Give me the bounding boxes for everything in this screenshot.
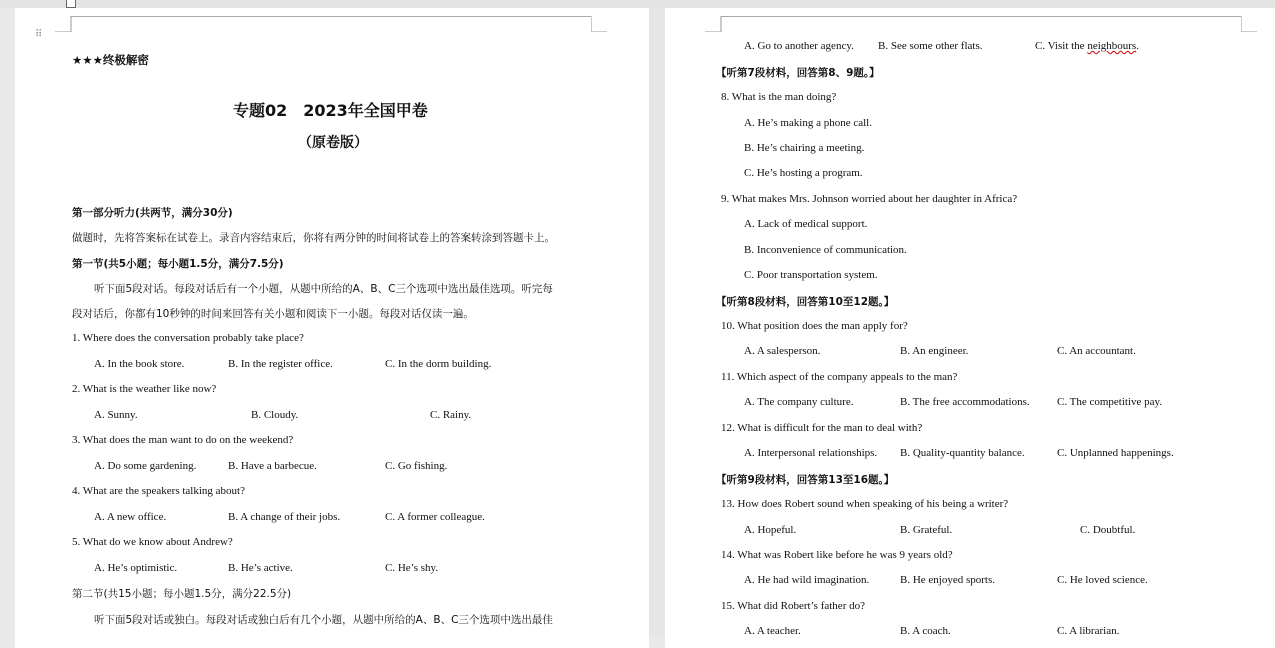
section2-instructions: 听下面5段对话或独白。每段对话或独白后有几个小题，从题中所给的A、B、C三个选项中选出最佳 xyxy=(94,614,553,626)
option-c: C. A librarian. xyxy=(1057,625,1120,637)
question-text: 15. What did Robert’s father do? xyxy=(721,600,865,612)
question-text: 3. What does the man want to do on the weekend? xyxy=(72,434,294,446)
option-b: B. He enjoyed sports. xyxy=(900,574,996,586)
option-c: C. In the dorm building. xyxy=(385,358,492,370)
header-line xyxy=(721,16,1241,17)
option-c: C. Poor transportation system. xyxy=(744,269,878,281)
option-b: B. A coach. xyxy=(900,625,951,637)
option-b: B. He’s active. xyxy=(228,562,293,574)
tag-text: ★★★终极解密 xyxy=(72,53,149,67)
option-b: B. Grateful. xyxy=(900,524,953,536)
question-text: 4. What are the speakers talking about? xyxy=(72,485,245,497)
section1-instructions: 段对话后，你都有10秒钟的时间来回答有关小题和阅读下一小题。每段对话仅读一遍。 xyxy=(72,308,474,320)
option-b: B. An engineer. xyxy=(900,345,969,357)
margin-corner-icon xyxy=(705,16,723,32)
section1-instructions: 听下面5段对话。每段对话后有一个小题，从题中所给的A、B、C三个选项中选出最佳选项。听完每 xyxy=(94,283,553,295)
option-c: C. The competitive pay. xyxy=(1057,396,1163,408)
option-a: A. He had wild imagination. xyxy=(744,574,870,586)
part1-instructions: 做题时，先将答案标在试卷上。录音内容结束后，你将有两分钟的时间将试卷上的答案转涂到答题卡上。 xyxy=(72,232,555,244)
option-c xyxy=(1035,40,1139,52)
checkbox-icon[interactable] xyxy=(66,0,76,8)
option-b: B. A change of their jobs. xyxy=(228,511,341,523)
option-c: C. He loved science. xyxy=(1057,574,1148,586)
option-c: C. Go fishing. xyxy=(385,460,448,472)
question-text: 14. What was Robert like before he was 9 years old? xyxy=(721,549,953,561)
question-text: 8. What is the man doing? xyxy=(721,91,837,103)
option-b: B. Inconvenience of communication. xyxy=(744,244,907,256)
margin-corner-icon xyxy=(1241,16,1259,32)
option-c: C. He’s hosting a program. xyxy=(744,167,863,179)
option-b: B. He’s chairing a meeting. xyxy=(744,142,865,154)
option-a: A. In the book store. xyxy=(94,358,185,370)
section2-heading: 第二节(共15小题；每小题1.5分，满分22.5分) xyxy=(72,588,292,600)
page-subtitle: （原卷版） xyxy=(298,135,368,151)
question-text: 11. Which aspect of the company appeals to the man? xyxy=(721,371,958,383)
question-text: 10. What position does the man apply for? xyxy=(721,320,908,332)
option-a: A. The company culture. xyxy=(744,396,854,408)
option-b: B. The free accommodations. xyxy=(900,396,1030,408)
question-text: 2. What is the weather like now? xyxy=(72,383,217,395)
option-b: B. Quality-quantity balance. xyxy=(900,447,1025,459)
option-a: A. Lack of medical support. xyxy=(744,218,868,230)
option-c: C. He’s shy. xyxy=(385,562,439,574)
top-toolbar-strip xyxy=(0,0,1275,8)
option-c: C. A former colleague. xyxy=(385,511,485,523)
option-c: C. Doubtful. xyxy=(1080,524,1136,536)
option-b: B. See some other flats. xyxy=(878,40,983,52)
section1-heading: 第一节(共5小题；每小题1.5分，满分7.5分) xyxy=(72,258,284,270)
option-a: A. Hopeful. xyxy=(744,524,797,536)
part1-heading: 第一部分听力(共两节，满分30分) xyxy=(72,207,233,219)
question-text: 5. What do we know about Andrew? xyxy=(72,536,233,548)
header-line xyxy=(71,16,591,17)
option-a: A. Sunny. xyxy=(94,409,138,421)
option-c: C. An accountant. xyxy=(1057,345,1136,357)
option-b: B. Have a barbecue. xyxy=(228,460,317,472)
question-text: 13. How does Robert sound when speaking of his being a writer? xyxy=(721,498,1009,510)
option-b: B. Cloudy. xyxy=(251,409,299,421)
document-page-right xyxy=(665,8,1275,648)
option-c: C. Rainy. xyxy=(430,409,472,421)
page-gutter xyxy=(649,8,665,637)
margin-corner-icon xyxy=(591,16,609,32)
option-a: A. Go to another agency. xyxy=(744,40,854,52)
spellcheck-word[interactable]: neighbours xyxy=(1087,40,1137,52)
material-heading: 【听第7段材料，回答第8、9题。】 xyxy=(716,67,880,79)
option-a: A. A new office. xyxy=(94,511,167,523)
option-a: A. A teacher. xyxy=(744,625,801,637)
question-text: 12. What is difficult for the man to deal with? xyxy=(721,422,923,434)
margin-corner-icon xyxy=(55,16,73,32)
option-b: B. In the register office. xyxy=(228,358,333,370)
document-page-left xyxy=(15,8,649,648)
question-text: 1. Where does the conversation probably take place? xyxy=(72,332,304,344)
option-a: A. A salesperson. xyxy=(744,345,821,357)
option-a: A. Interpersonal relationships. xyxy=(744,447,878,459)
question-text: 9. What makes Mrs. Johnson worried about her daughter in Africa? xyxy=(721,193,1018,205)
option-c-prefix: C. Visit the xyxy=(1035,40,1088,52)
drag-handle-icon[interactable]: ⠿ xyxy=(35,29,44,40)
option-c: C. Unplanned happenings. xyxy=(1057,447,1174,459)
option-a: A. He’s optimistic. xyxy=(94,562,178,574)
option-a: A. He’s making a phone call. xyxy=(744,117,872,129)
option-c-suffix: . xyxy=(1136,40,1139,52)
option-a: A. Do some gardening. xyxy=(94,460,197,472)
material-heading: 【听第8段材料，回答第10至12题。】 xyxy=(716,296,895,308)
material-heading: 【听第9段材料，回答第13至16题。】 xyxy=(716,474,895,486)
page-title: 专题02 2023年全国甲卷 xyxy=(233,101,428,120)
